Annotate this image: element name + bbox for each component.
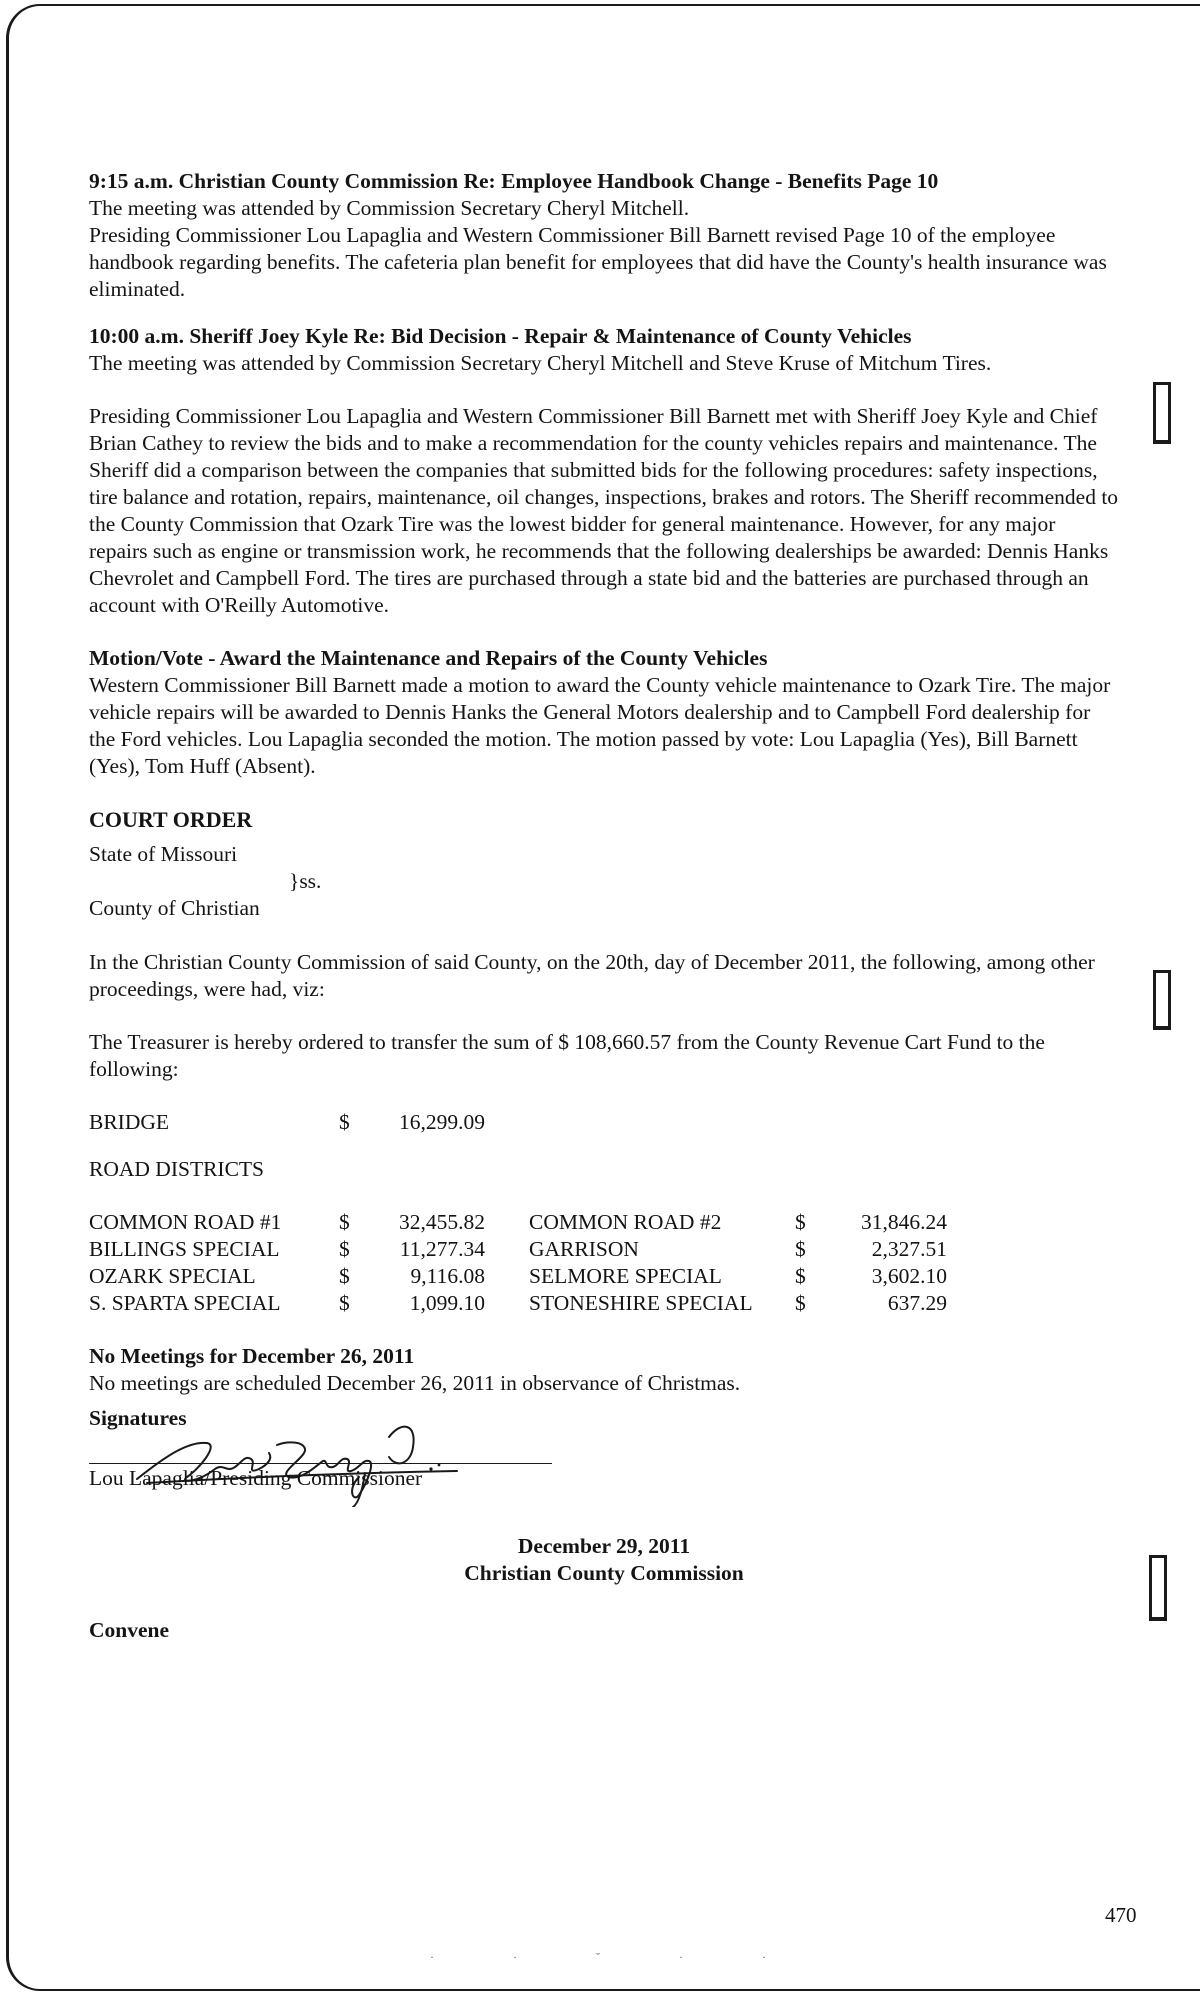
signature-caption: Lou Lapaglia/Presiding Commissioner [89,1466,423,1490]
account-name: GARRISON [529,1237,639,1261]
currency-symbol: $ [339,1210,350,1234]
scan-artifact: · · ˘ · · [430,1950,804,1964]
account-name: BRIDGE [89,1110,170,1134]
margin-bracket-mark [1153,970,1171,1030]
handwritten-signature [127,1407,467,1507]
meeting-body: Christian County Commission [464,1561,744,1585]
currency-symbol: $ [339,1264,350,1288]
paragraph: The meeting was attended by Commission Secretary Cheryl Mitchell. [89,196,690,220]
signatures-heading: Signatures [89,1406,187,1430]
account-amount: 9,116.08 [410,1264,485,1288]
court-order-title: COURT ORDER [89,807,253,832]
account-name: OZARK SPECIAL [89,1264,256,1288]
county-label: County of Christian [89,896,260,920]
signature-line [89,1463,552,1464]
convene-heading: Convene [89,1618,170,1642]
no-meetings-section [89,1343,1119,1397]
motion-vote-section [89,645,1119,780]
road-districts-table [89,1209,1119,1317]
paragraph: Western Commissioner Bill Barnett made a motion to award the County vehicle maintenance to Ozark Tire. The major vehicle repairs will be awarded to Dennis Hanks the General Motors dealership and to Campbell Ford dealership for the Ford vehicles. Lou Lapaglia seconded the motion. The motion passed by vote: Lou Lapaglia (Yes), Bill Barnett (Yes), Tom Huff (Absent). [89,673,1111,778]
handbook-section [89,168,1119,303]
section-heading: No Meetings for December 26, 2011 [89,1344,415,1368]
section-heading: 10:00 a.m. Sheriff Joey Kyle Re: Bid Decision - Repair & Maintenance of County Vehicles [89,324,912,348]
court-order-section [89,806,1119,1317]
currency-symbol: $ [795,1264,806,1288]
currency-symbol: $ [339,1110,350,1134]
account-amount: 31,846.24 [861,1210,947,1234]
paragraph: Presiding Commissioner Lou Lapaglia and Western Commissioner Bill Barnett revised Page 10 of the employee handbook regarding benefits. The cafeteria plan benefit for employees that did have the County's health insurance was eliminated. [89,223,1107,301]
account-name: SELMORE SPECIAL [529,1264,722,1288]
transfer-order-text: The Treasurer is hereby ordered to transfer the sum of $ 108,660.57 from the County Revenue Cart Fund to the following: [89,1030,1045,1081]
meeting-date: December 29, 2011 [517,1534,691,1558]
account-name: BILLINGS SPECIAL [89,1237,280,1261]
ss-label: }ss. [289,869,322,893]
account-amount: 637.29 [887,1291,947,1315]
minutes-content [89,168,1119,1644]
currency-symbol: $ [795,1210,806,1234]
account-amount: 1,099.10 [409,1291,485,1315]
account-amount: 11,277.34 [399,1237,485,1261]
bridge-row [89,1109,1119,1136]
currency-symbol: $ [795,1291,806,1315]
next-meeting-header [89,1533,1119,1587]
signature-block [89,1405,1119,1497]
section-heading: Motion/Vote - Award the Maintenance and Repairs of the County Vehicles [89,646,768,670]
paragraph: The meeting was attended by Commission Secretary Cheryl Mitchell and Steve Kruse of Mitchum Tires. [89,351,992,375]
paragraph: Presiding Commissioner Lou Lapaglia and Western Commissioner Bill Barnett met with Sheriff Joey Kyle and Chief Brian Cathey to review the bids and to make a recommendation for the county vehicles repairs and maintenance. The Sheriff did a comparison between the companies that submitted bids for the following procedures: safety inspections, tire balance and rotation, repairs, maintenance, oil changes, inspections, brakes and rotors. The Sheriff recommended to the County Commission that Ozark Tire was the lowest bidder for general maintenance. However, for any major repairs such as engine or transmission work, he recommends that the following dealerships be awarded: Dennis Hanks Chevrolet and Campbell Ford. The tires are purchased through a state bid and the batteries are purchased through an account with O'Reilly Automotive. [89,404,1119,617]
currency-symbol: $ [795,1237,806,1261]
account-amount: 16,299.09 [399,1110,485,1134]
margin-bracket-mark [1153,382,1171,444]
road-districts-label: ROAD DISTRICTS [89,1157,265,1181]
account-name: COMMON ROAD #1 [89,1210,282,1234]
account-name: COMMON ROAD #2 [529,1210,722,1234]
section-heading: 9:15 a.m. Christian County Commission Re: Employee Handbook Change - Benefits Page 10 [89,169,939,193]
margin-bracket-mark [1149,1555,1167,1621]
bid-decision-section [89,323,1119,619]
account-name: STONESHIRE SPECIAL [529,1291,753,1315]
state-label: State of Missouri [89,842,238,866]
court-order-intro: In the Christian County Commission of said County, on the 20th, day of December 2011, the following, among other proceedings, were had, viz: [89,950,1095,1001]
account-amount: 3,602.10 [871,1264,947,1288]
account-name: S. SPARTA SPECIAL [89,1291,281,1315]
paragraph: No meetings are scheduled December 26, 2011 in observance of Christmas. [89,1371,741,1395]
account-amount: 2,327.51 [871,1237,947,1261]
page-number: 470 [1105,1903,1137,1927]
account-amount: 32,455.82 [399,1210,485,1234]
venue-block [89,841,1119,923]
currency-symbol: $ [339,1291,350,1315]
currency-symbol: $ [339,1237,350,1261]
